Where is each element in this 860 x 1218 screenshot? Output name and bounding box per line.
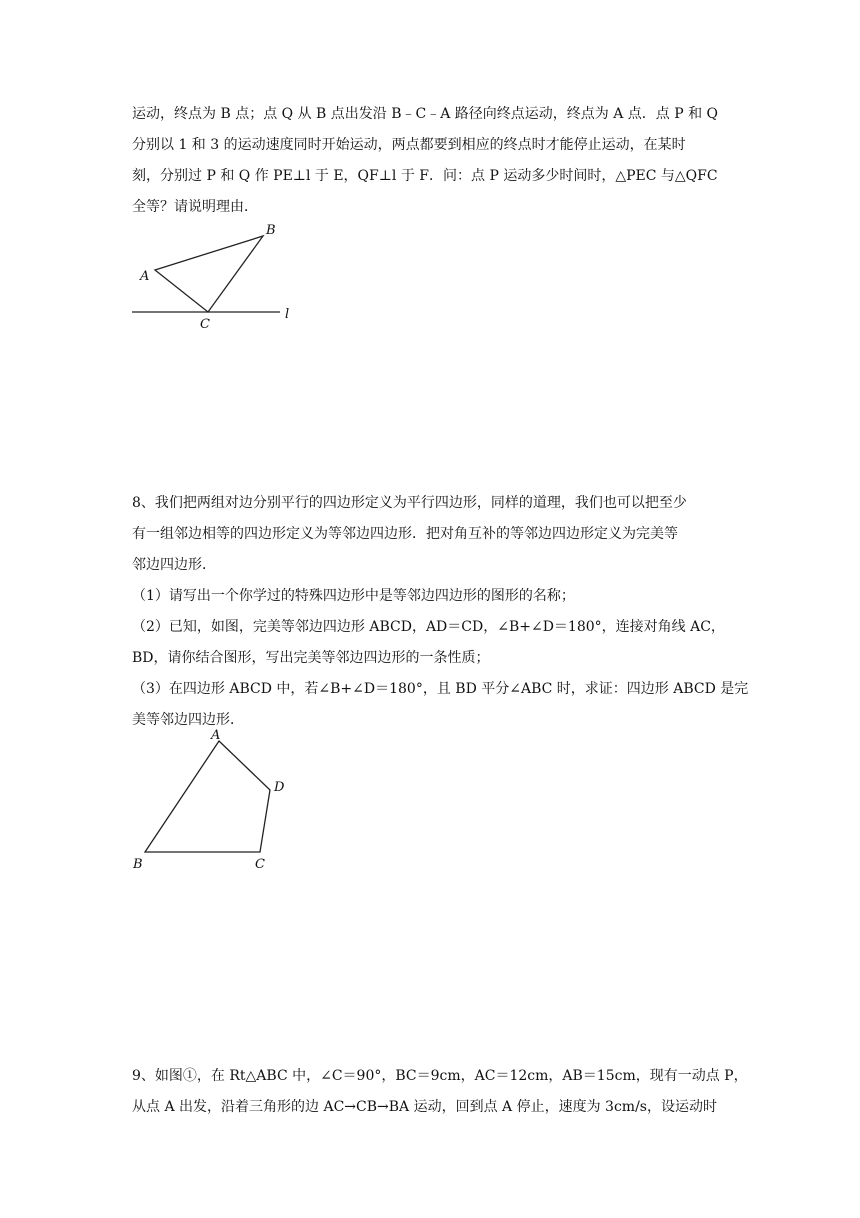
p8-quadrilateral-figure — [125, 725, 305, 875]
p8-line-7: （3）在四边形 ABCD 中，若∠B+∠D＝180°，且 BD 平分∠ABC 时，求证：四边形 ABCD 是完 — [132, 681, 749, 697]
p8-line-4: （1）请写出一个你学过的特殊四边形中是等邻边四边形的图形的名称； — [132, 588, 575, 604]
p8-line-1: 8、我们把两组对边分别平行的四边形定义为平行四边形，同样的道理，我们也可以把至少 — [132, 495, 687, 511]
label-d: D — [274, 780, 285, 795]
quadrilateral-abcd — [145, 741, 270, 852]
p7-line-1: 运动，终点为 B 点；点 Q 从 B 点出发沿 B﹣C﹣A 路径向终点运动，终点为 A 点．点 P 和 Q — [132, 106, 719, 122]
p9-line-2: 从点 A 出发，沿着三角形的边 AC→CB→BA 运动，回到点 A 停止，速度为 3cm/s，设运动时 — [132, 1099, 717, 1115]
p8-line-2: 有一组邻边相等的四边形定义为等邻边四边形．把对角互补的等邻边四边形定义为完美等 — [132, 526, 678, 542]
label-b: B — [266, 223, 276, 238]
label-c: C — [200, 317, 210, 332]
label-c: C — [255, 857, 265, 872]
p8-line-8: 美等邻边四边形． — [132, 712, 244, 728]
triangle-abc — [155, 236, 263, 312]
p7-line-2: 分别以 1 和 3 的运动速度同时开始运动，两点都要到相应的终点时才能停止运动，在某时 — [132, 137, 686, 153]
p7-line-4: 全等？请说明理由． — [132, 199, 258, 215]
label-a: A — [140, 269, 150, 284]
label-l: l — [285, 307, 290, 322]
label-a: A — [211, 728, 221, 743]
p7-triangle-figure — [120, 220, 320, 340]
p8-line-5: （2）已知，如图，完美等邻边四边形 ABCD，AD＝CD，∠B+∠D＝180°，连接对角线 AC， — [132, 619, 725, 635]
label-b: B — [133, 857, 143, 872]
p7-line-3: 刻，分别过 P 和 Q 作 PE⊥l 于 E，QF⊥l 于 F．问：点 P 运动多少时间时，△PEC 与△QFC — [132, 168, 718, 184]
p8-line-6: BD，请你结合图形，写出完美等邻边四边形的一条性质； — [132, 650, 490, 666]
p8-line-3: 邻边四边形． — [132, 557, 216, 573]
p9-line-1: 9、如图①，在 Rt△ABC 中，∠C＝90°，BC＝9cm，AC＝12cm，AB＝15cm，现有一动点 P， — [132, 1068, 748, 1084]
